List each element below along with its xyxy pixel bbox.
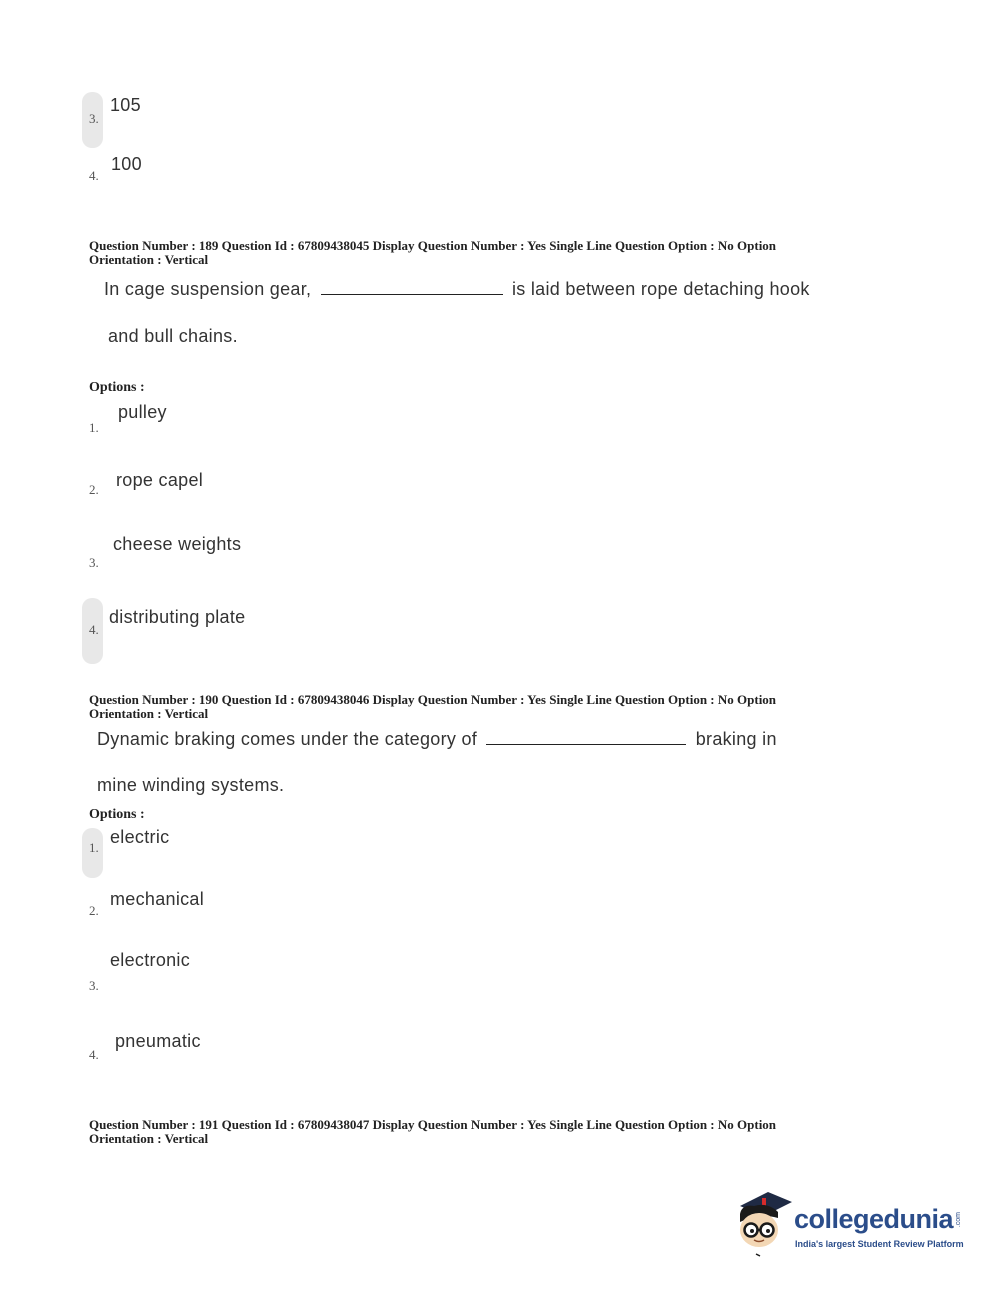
- option-number: 3.: [89, 111, 99, 126]
- option-number: 2.: [89, 482, 99, 497]
- option-text: pulley: [118, 402, 167, 422]
- options-label: Options :: [89, 380, 145, 395]
- option-number: 4.: [89, 168, 99, 183]
- question-text-after: braking in: [695, 729, 777, 749]
- option-text: cheese weights: [113, 534, 242, 554]
- question-text-before: Dynamic braking comes under the category of: [97, 729, 478, 749]
- options-label: Options :: [89, 807, 145, 822]
- question-meta: [89, 693, 776, 721]
- option-number: 1.: [89, 840, 99, 855]
- question-text-before: In cage suspension gear,: [104, 279, 312, 299]
- option-text: 105: [110, 95, 141, 115]
- question-meta-line2: Orientation : Vertical: [89, 252, 209, 267]
- option-number: 2.: [89, 903, 99, 918]
- question-text-line1: [104, 279, 810, 300]
- option-text: pneumatic: [115, 1031, 201, 1051]
- option-number: 4.: [89, 622, 99, 637]
- question-text-line2: and bull chains.: [108, 326, 238, 346]
- option-text: rope capel: [116, 470, 204, 490]
- collegedunia-logo: [734, 1188, 964, 1260]
- option-text: electric: [110, 827, 170, 847]
- question-text-line1: [97, 729, 777, 750]
- question-meta-line1: Question Number : 189 Question Id : 67809438045 Display Question Number : Yes Single Line Question Option : No Option: [89, 238, 777, 253]
- option-text: mechanical: [110, 889, 205, 909]
- answer-blank: [321, 280, 503, 295]
- question-text-after: is laid between rope detaching hook: [511, 279, 810, 299]
- option-text: distributing plate: [109, 607, 246, 627]
- answer-blank: [486, 730, 686, 745]
- logo-wordmark: collegedunia: [794, 1204, 954, 1234]
- question-meta-line1: Question Number : 191 Question Id : 67809438047 Display Question Number : Yes Single Line Question Option : No Option: [89, 1117, 777, 1132]
- option-number: 4.: [89, 1047, 99, 1062]
- option-text: 100: [111, 154, 142, 174]
- option-number: 1.: [89, 420, 99, 435]
- mascot-icon: [734, 1188, 794, 1260]
- question-meta: [89, 239, 776, 267]
- question-meta-line1: Question Number : 190 Question Id : 67809438046 Display Question Number : Yes Single Line Question Option : No Option: [89, 692, 777, 707]
- question-meta-line2: Orientation : Vertical: [89, 1131, 209, 1146]
- logo-domain-suffix: .com: [955, 1212, 962, 1228]
- question-text-line2: mine winding systems.: [97, 775, 285, 795]
- logo-tagline: India's largest Student Review Platform: [795, 1239, 964, 1249]
- option-number: 3.: [89, 978, 99, 993]
- question-meta-line2: Orientation : Vertical: [89, 706, 209, 721]
- question-meta: [89, 1118, 776, 1146]
- option-text: electronic: [110, 950, 191, 970]
- option-number: 3.: [89, 555, 99, 570]
